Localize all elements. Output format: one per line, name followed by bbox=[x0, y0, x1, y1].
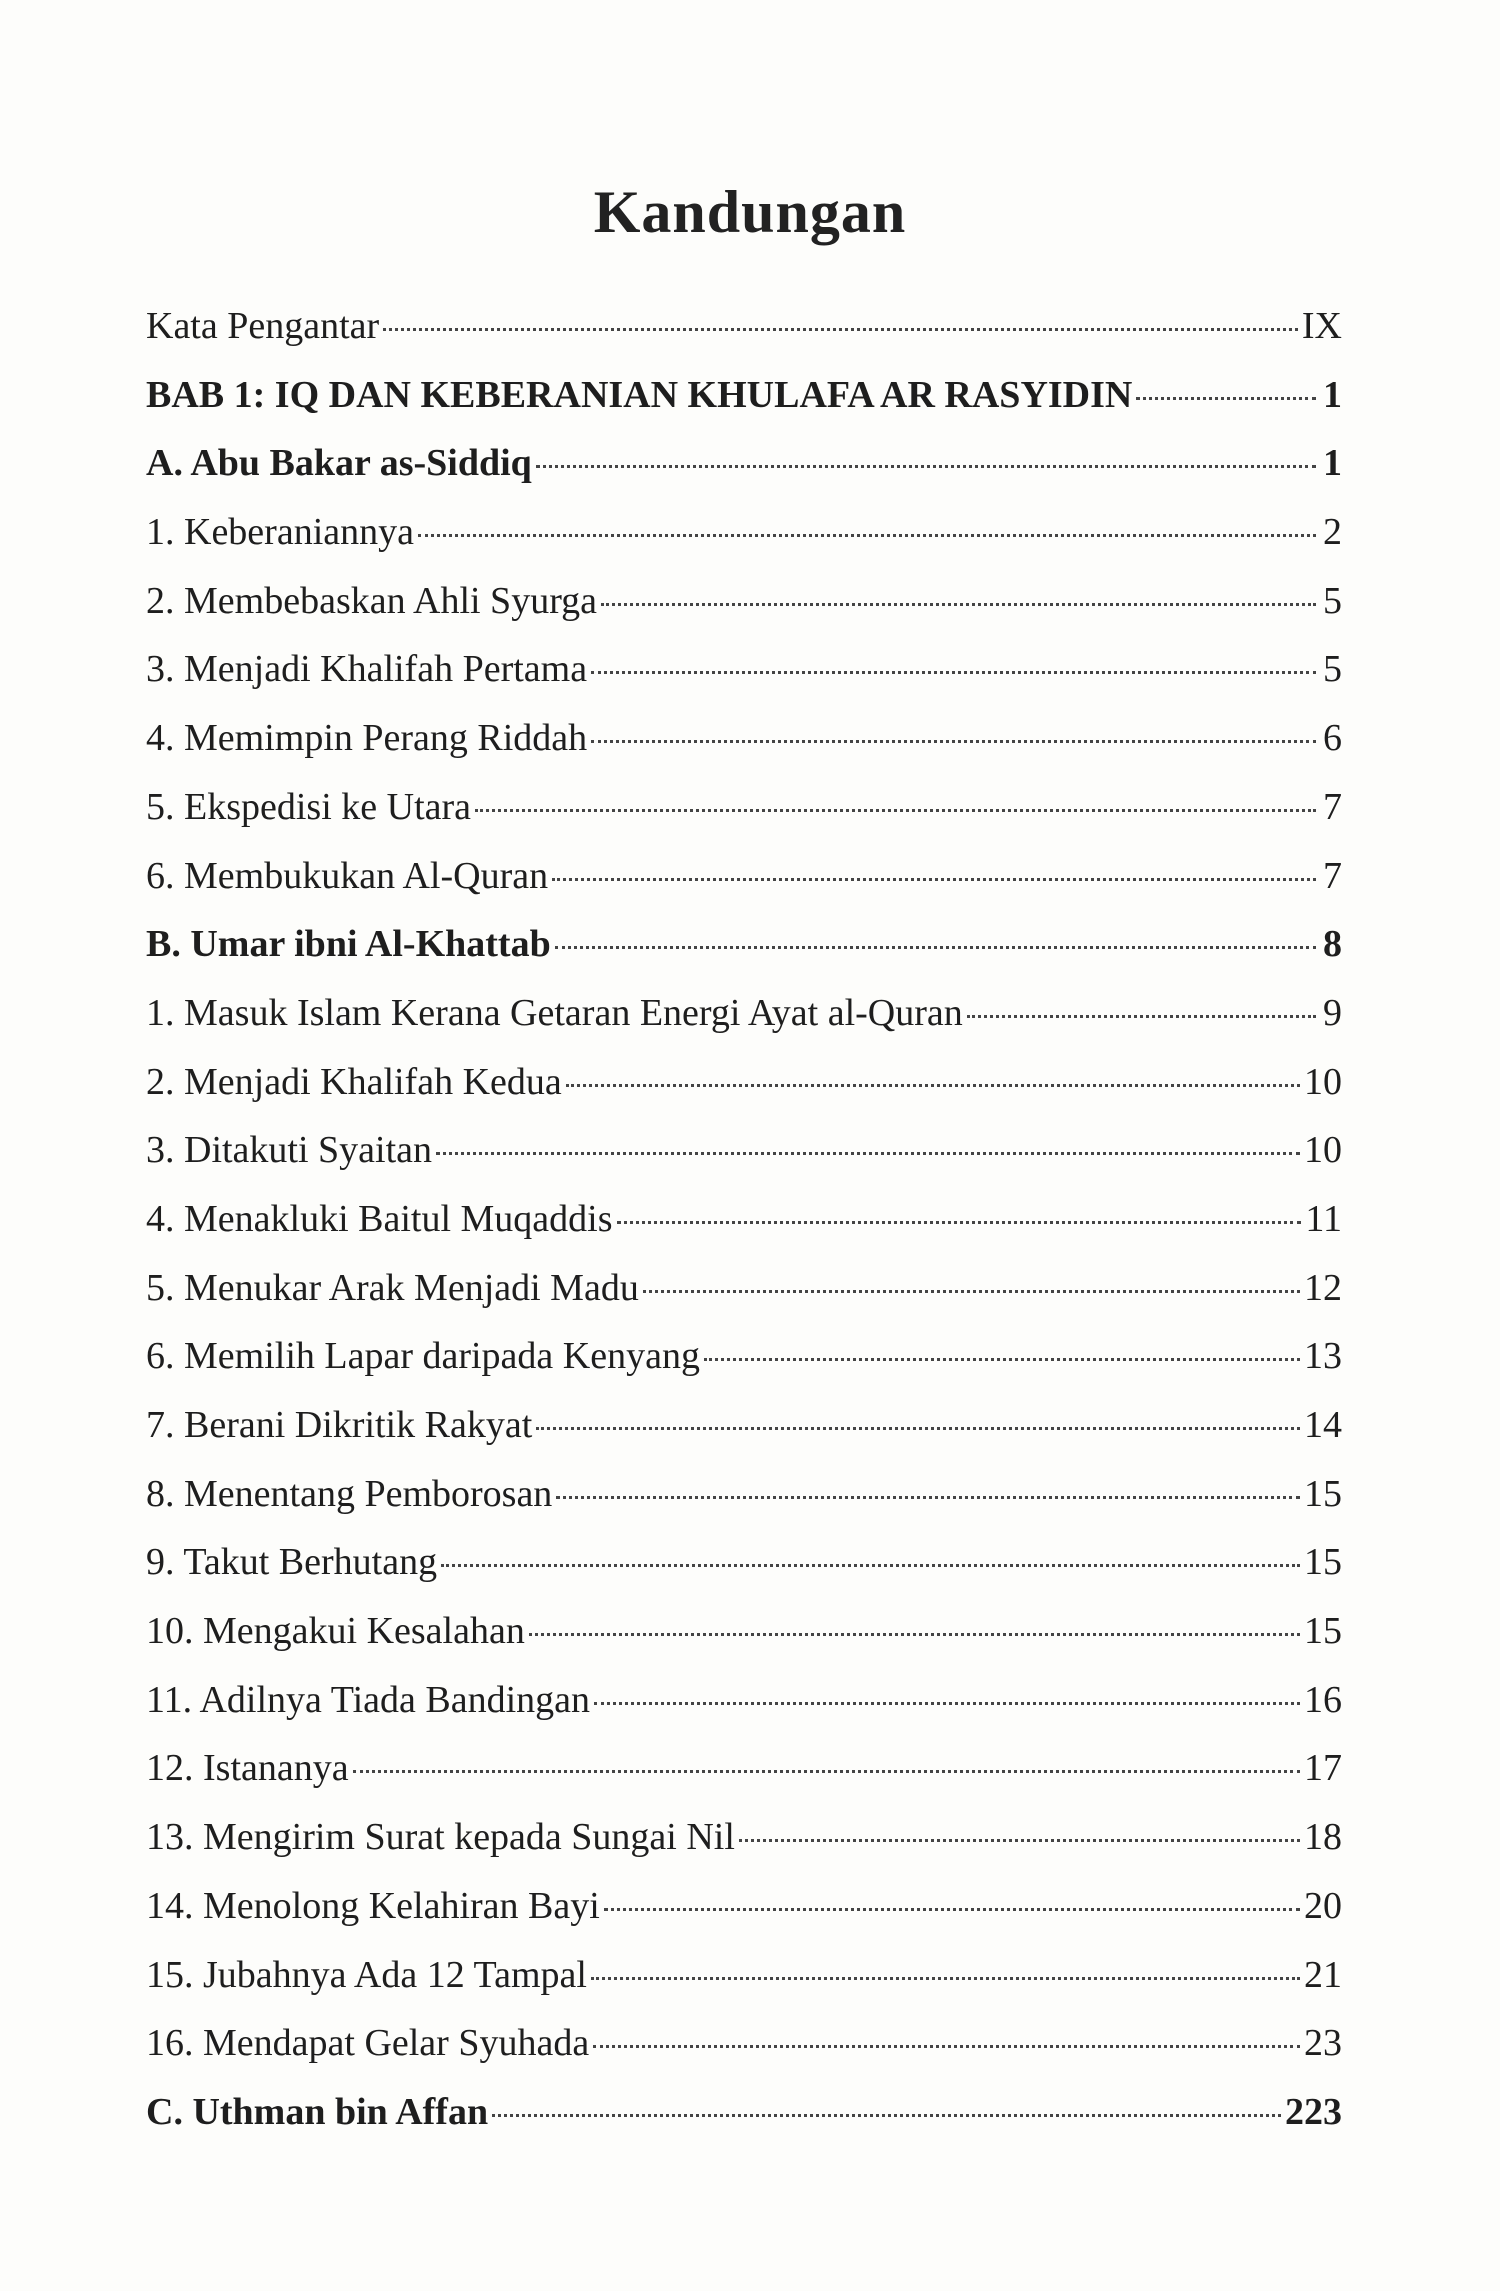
toc-entry-page: 23 bbox=[1304, 2022, 1342, 2065]
toc-entry bbox=[146, 2078, 1342, 2147]
dot-leader bbox=[604, 1870, 1300, 1911]
toc-entry bbox=[146, 498, 1342, 567]
toc-entry-page: 12 bbox=[1304, 1266, 1342, 1309]
toc-entry bbox=[146, 1185, 1342, 1254]
toc-entry-label: C. Uthman bin Affan bbox=[146, 2090, 489, 2133]
toc-entry bbox=[146, 1322, 1342, 1391]
dot-leader bbox=[739, 1801, 1300, 1842]
toc-entry bbox=[146, 1941, 1342, 2010]
toc-entry bbox=[146, 1734, 1342, 1803]
toc-entry bbox=[146, 910, 1342, 979]
toc-entry-page: 6 bbox=[1323, 717, 1342, 760]
dot-leader bbox=[552, 840, 1316, 881]
toc-entry-label: 9. Takut Berhutang bbox=[146, 1541, 438, 1584]
dot-leader bbox=[536, 427, 1316, 468]
dot-leader bbox=[556, 1458, 1300, 1499]
dot-leader bbox=[591, 1939, 1300, 1980]
dot-leader bbox=[967, 977, 1316, 1018]
toc-entry-label: 16. Mendapat Gelar Syuhada bbox=[146, 2022, 590, 2065]
toc-entry-label: 12. Istananya bbox=[146, 1747, 349, 1790]
toc-entry-label: Kata Pengantar bbox=[146, 305, 380, 347]
toc-entry bbox=[146, 842, 1342, 911]
dot-leader bbox=[475, 771, 1316, 812]
toc-entry-page: 7 bbox=[1323, 854, 1342, 897]
toc-entry bbox=[146, 1254, 1342, 1323]
dot-leader bbox=[492, 2076, 1281, 2117]
toc-entry-label: 11. Adilnya Tiada Bandingan bbox=[146, 1678, 591, 1721]
toc-entry bbox=[146, 1048, 1342, 1117]
toc-entry-page: 223 bbox=[1285, 2090, 1342, 2133]
toc-entry-page: 8 bbox=[1323, 923, 1342, 966]
toc-entry-page: 21 bbox=[1304, 1953, 1342, 1996]
dot-leader bbox=[441, 1526, 1300, 1567]
toc-entry-label: 1. Keberaniannya bbox=[146, 511, 414, 554]
toc-entry-page: 18 bbox=[1304, 1816, 1342, 1859]
toc-entry bbox=[146, 979, 1342, 1048]
toc-entry-label: 2. Menjadi Khalifah Kedua bbox=[146, 1060, 562, 1103]
toc-entry-page: 1 bbox=[1323, 442, 1342, 485]
toc-entry-label: 8. Menentang Pemborosan bbox=[146, 1472, 553, 1515]
toc-entry-label: 2. Membebaskan Ahli Syurga bbox=[146, 579, 598, 622]
toc-entry-page: 7 bbox=[1323, 785, 1342, 828]
toc-entry-label: A. Abu Bakar as-Siddiq bbox=[146, 442, 532, 485]
dot-leader bbox=[555, 908, 1316, 949]
toc-entry-label: 3. Menjadi Khalifah Pertama bbox=[146, 648, 588, 691]
toc-entry-label: B. Umar ibni Al-Khattab bbox=[146, 923, 551, 966]
toc-entry-label: 15. Jubahnya Ada 12 Tampal bbox=[146, 1953, 587, 1996]
toc-entry bbox=[146, 635, 1342, 704]
toc-entry-page: 20 bbox=[1304, 1884, 1342, 1927]
toc-entry bbox=[146, 1391, 1342, 1460]
toc-entry-page: 11 bbox=[1305, 1197, 1342, 1240]
toc-entry-page: 2 bbox=[1323, 511, 1342, 554]
toc-entry bbox=[146, 567, 1342, 636]
toc-entry-label: 6. Memilih Lapar daripada Kenyang bbox=[146, 1335, 700, 1378]
dot-leader bbox=[617, 1183, 1302, 1224]
toc-entry-label: 6. Membukukan Al-Quran bbox=[146, 854, 549, 897]
toc-entry bbox=[146, 1872, 1342, 1941]
toc-entry-label: 4. Memimpin Perang Riddah bbox=[146, 717, 588, 760]
toc-entry-page: 17 bbox=[1304, 1747, 1342, 1790]
toc-entry-label: 1. Masuk Islam Kerana Getaran Energi Ayat al-Quran bbox=[146, 991, 963, 1034]
toc-entry bbox=[146, 292, 1342, 361]
toc-entry bbox=[146, 1803, 1342, 1872]
table-of-contents bbox=[146, 292, 1342, 2147]
dot-leader bbox=[591, 702, 1316, 743]
toc-entry-label: 7. Berani Dikritik Rakyat bbox=[146, 1404, 533, 1446]
toc-entry-label: 13. Mengirim Surat kepada Sungai Nil bbox=[146, 1816, 735, 1859]
toc-entry-label: 5. Ekspedisi ke Utara bbox=[146, 785, 472, 828]
dot-leader bbox=[418, 496, 1316, 537]
toc-entry-page: 14 bbox=[1304, 1404, 1342, 1446]
dot-leader bbox=[591, 633, 1316, 674]
toc-entry-page: 15 bbox=[1304, 1610, 1342, 1653]
page-title: Kandungan bbox=[593, 179, 907, 246]
dot-leader bbox=[601, 565, 1316, 606]
dot-leader bbox=[383, 290, 1298, 331]
toc-entry bbox=[146, 1597, 1342, 1666]
toc-entry bbox=[146, 1666, 1342, 1735]
toc-entry bbox=[146, 361, 1342, 430]
toc-entry-page: 5 bbox=[1323, 648, 1342, 691]
toc-entry bbox=[146, 1528, 1342, 1597]
toc-entry-page: IX bbox=[1301, 305, 1342, 347]
dot-leader bbox=[704, 1320, 1300, 1361]
toc-entry bbox=[146, 704, 1342, 773]
toc-entry-page: 5 bbox=[1323, 579, 1342, 622]
dot-leader bbox=[529, 1595, 1300, 1636]
toc-entry-page: 15 bbox=[1304, 1472, 1342, 1515]
dot-leader bbox=[594, 1664, 1300, 1705]
toc-entry-page: 15 bbox=[1304, 1541, 1342, 1584]
toc-entry-label: 4. Menakluki Baitul Muqaddis bbox=[146, 1197, 613, 1240]
toc-entry bbox=[146, 1460, 1342, 1529]
toc-entry-label: 5. Menukar Arak Menjadi Madu bbox=[146, 1266, 639, 1309]
toc-entry-page: 10 bbox=[1304, 1129, 1342, 1172]
toc-entry-page: 9 bbox=[1323, 991, 1342, 1034]
toc-entry bbox=[146, 1116, 1342, 1185]
toc-entry bbox=[146, 429, 1342, 498]
toc-entry-label: 10. Mengakui Kesalahan bbox=[146, 1610, 525, 1653]
toc-entry-label: BAB 1: IQ DAN KEBERANIAN KHULAFA AR RASYIDIN bbox=[146, 373, 1133, 416]
toc-entry-page: 10 bbox=[1304, 1060, 1342, 1103]
dot-leader bbox=[1136, 359, 1316, 400]
toc-entry-page: 1 bbox=[1323, 373, 1342, 416]
toc-entry-page: 13 bbox=[1304, 1335, 1342, 1378]
dot-leader bbox=[436, 1114, 1300, 1155]
dot-leader bbox=[593, 2007, 1300, 2048]
toc-entry-label: 14. Menolong Kelahiran Bayi bbox=[146, 1884, 600, 1927]
dot-leader bbox=[536, 1389, 1300, 1430]
toc-entry bbox=[146, 773, 1342, 842]
toc-entry bbox=[146, 2009, 1342, 2078]
dot-leader bbox=[353, 1732, 1300, 1773]
dot-leader bbox=[643, 1252, 1300, 1293]
toc-entry-label: 3. Ditakuti Syaitan bbox=[146, 1129, 433, 1172]
toc-entry-page: 16 bbox=[1304, 1678, 1342, 1721]
dot-leader bbox=[566, 1046, 1300, 1087]
